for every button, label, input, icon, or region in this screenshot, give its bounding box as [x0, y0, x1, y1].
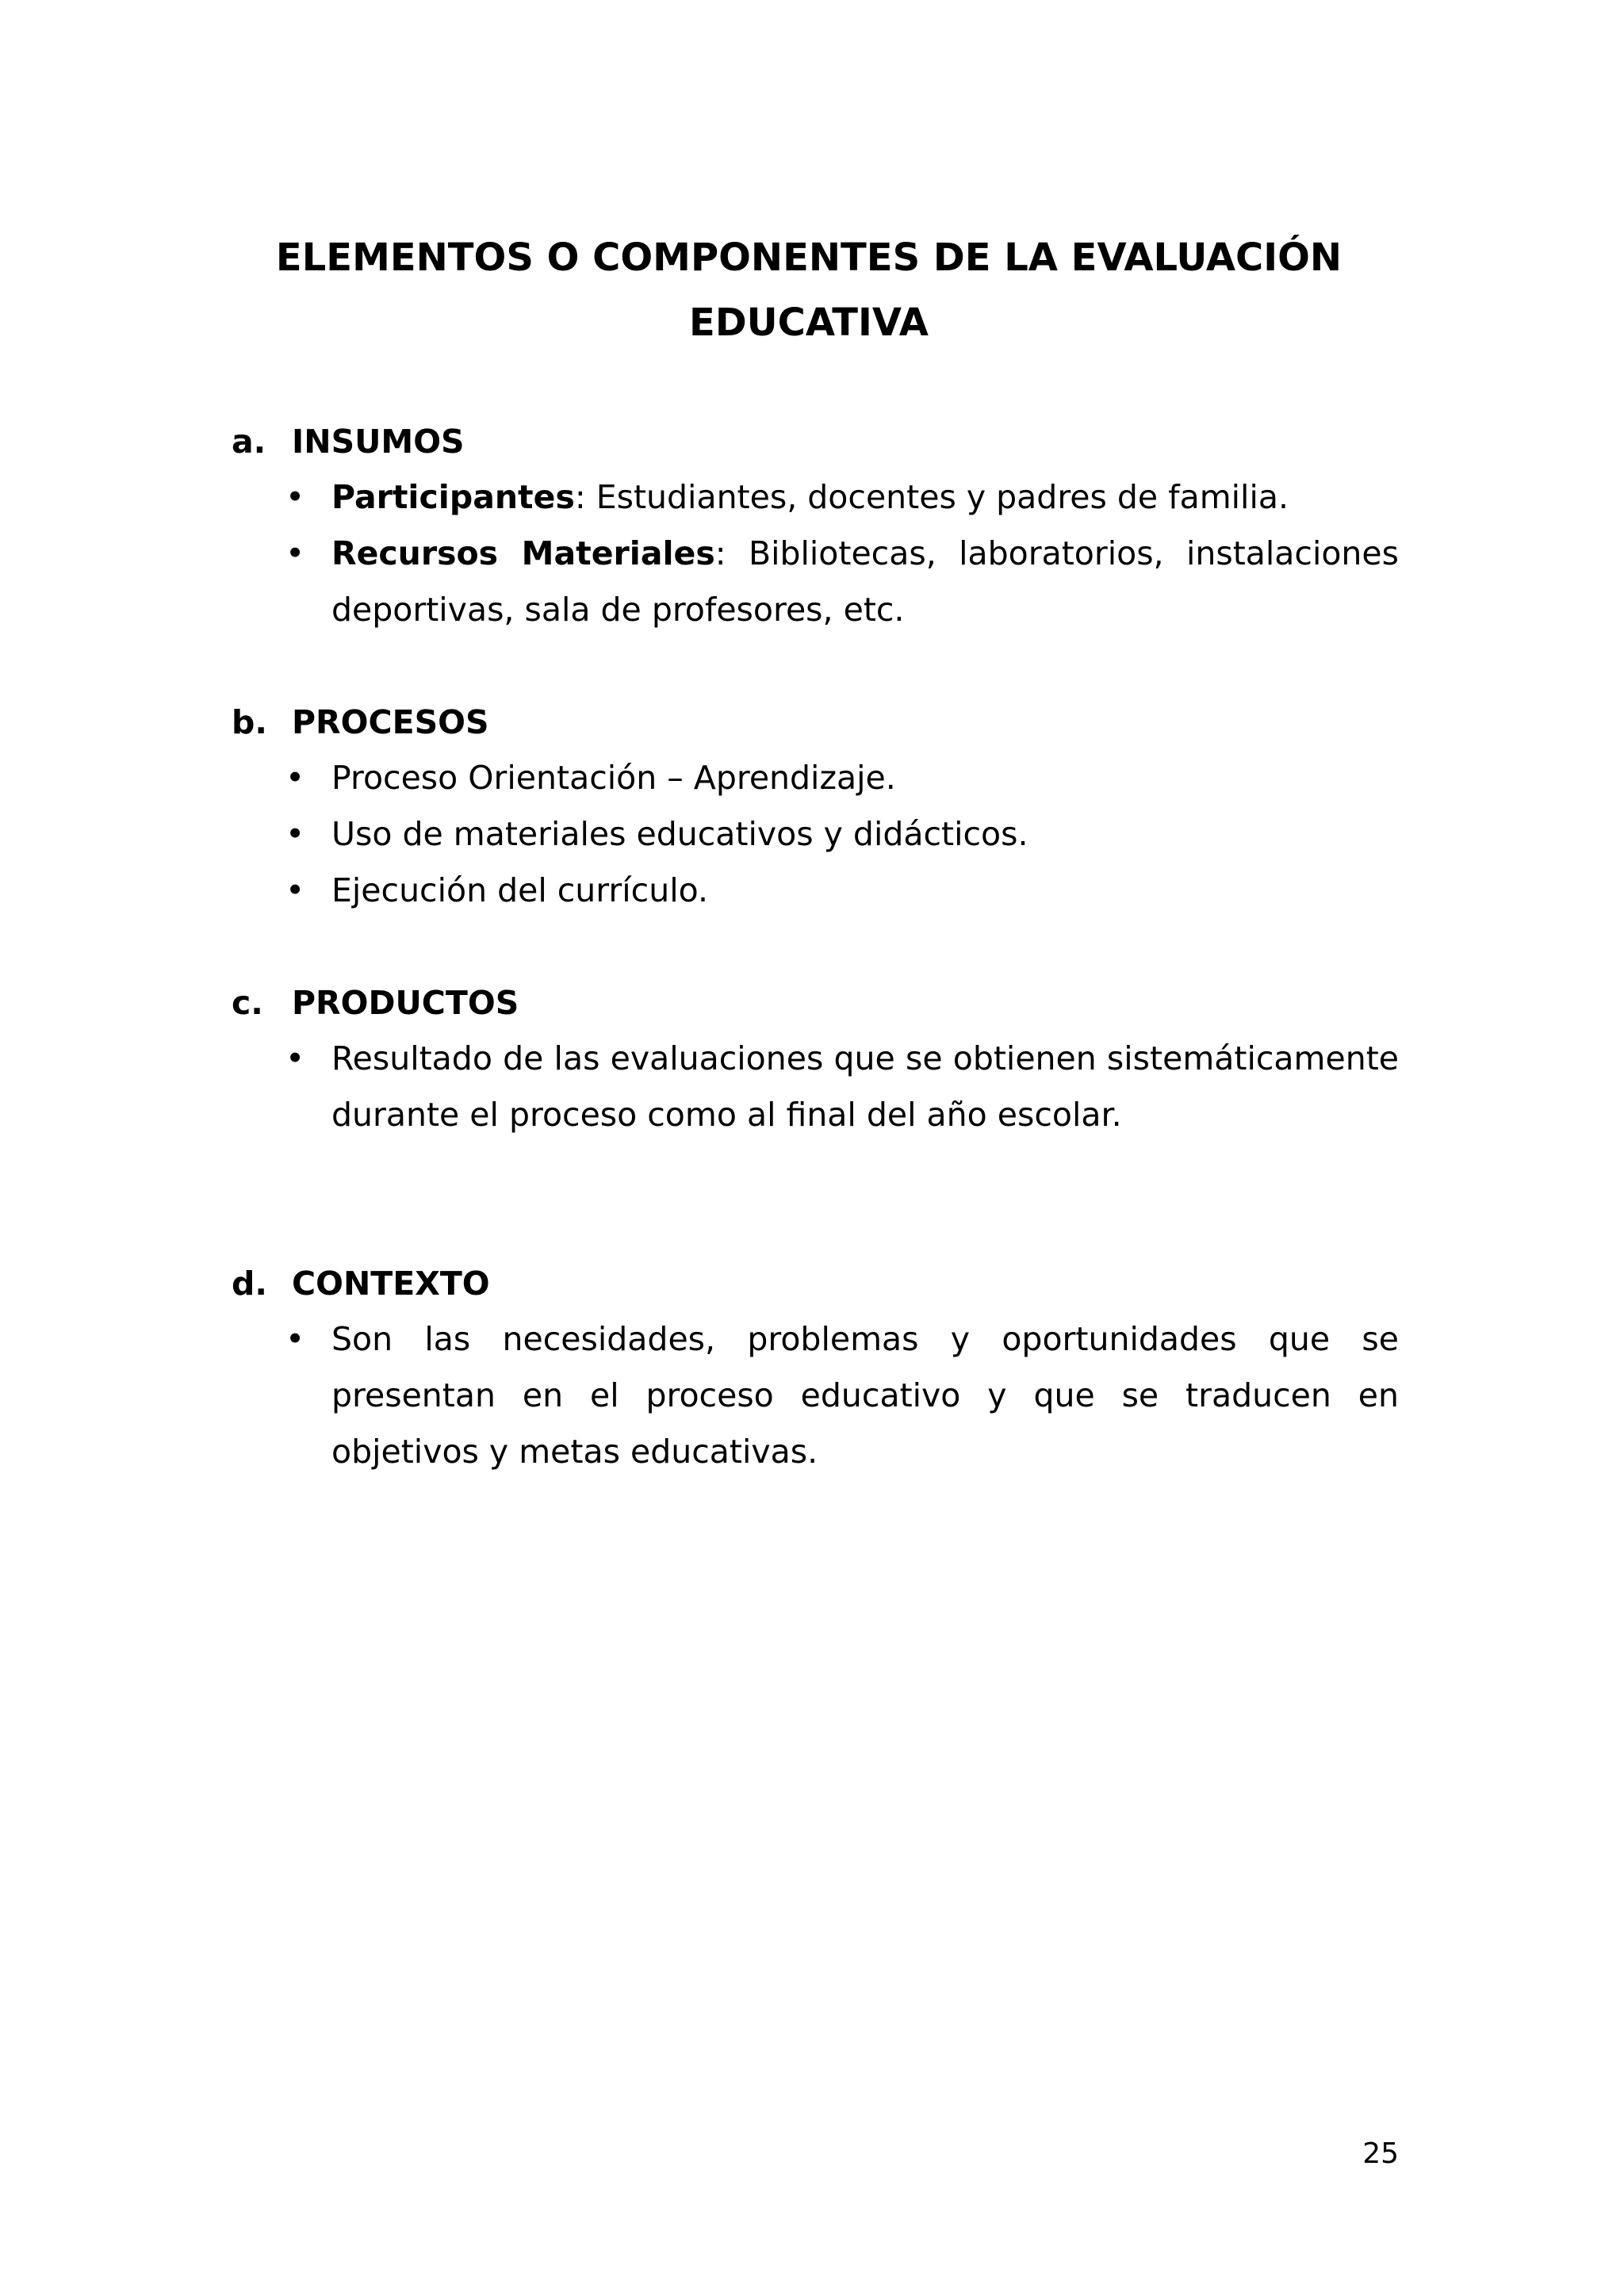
section-title: PRODUCTOS [292, 984, 519, 1022]
page-title-line-1: ELEMENTOS O COMPONENTES DE LA EVALUACIÓN [275, 235, 1342, 280]
section-letter: c. [232, 984, 263, 1022]
list-item [232, 1311, 1399, 1480]
item-text: Ejecución del currículo. [331, 871, 708, 909]
section-productos [232, 975, 1399, 1143]
bullet-list [232, 1031, 1399, 1143]
bullet-list [232, 469, 1399, 638]
item-text: : Estudiantes, docentes y padres de familia. [574, 478, 1289, 516]
bullet-icon: • [285, 1320, 305, 1358]
section-title: PROCESOS [292, 703, 489, 741]
item-term: Participantes [331, 478, 575, 516]
list-item [232, 806, 1399, 863]
item-text: Resultado de las evaluaciones que se obtienen sistemáticamente durante el proceso como al final del año escolar. [331, 1039, 1399, 1134]
page-title-line-2: EDUCATIVA [689, 300, 929, 345]
section-contexto [232, 1256, 1399, 1480]
list-item [232, 1031, 1399, 1143]
item-text: : Bibliotecas, laboratorios, instalaciones deportivas, sala de profesores, etc. [331, 534, 1400, 629]
bullet-icon: • [285, 759, 305, 797]
item-text: Uso de materiales educativos y didácticos. [331, 815, 1028, 853]
item-text: Son las necesidades, problemas y oportunidades que se presentan en el proceso educativo y que se traducen en objetivos y metas educativas. [331, 1320, 1399, 1471]
bullet-list [232, 1311, 1399, 1480]
bullet-icon: • [285, 871, 305, 909]
list-item [232, 863, 1399, 919]
section-title: INSUMOS [292, 423, 465, 461]
list-item [232, 469, 1399, 526]
list-item [232, 750, 1399, 806]
section-heading [232, 975, 1399, 1031]
section-letter: a. [232, 423, 266, 461]
section-letter: b. [232, 703, 267, 741]
bullet-icon: • [285, 478, 305, 516]
section-procesos [232, 695, 1399, 919]
bullet-icon: • [285, 1039, 305, 1077]
section-letter: d. [232, 1265, 267, 1303]
bullet-icon: • [285, 815, 305, 853]
bullet-icon: • [285, 534, 305, 572]
page-number: 25 [1362, 2137, 1399, 2170]
page-title [230, 225, 1388, 355]
item-term: Recursos Materiales [331, 534, 715, 572]
section-insumos [232, 414, 1399, 638]
section-title: CONTEXTO [292, 1265, 490, 1303]
section-heading [232, 414, 1399, 469]
section-heading [232, 695, 1399, 750]
section-heading [232, 1256, 1399, 1311]
bullet-list [232, 750, 1399, 919]
item-text: Proceso Orientación – Aprendizaje. [331, 759, 896, 797]
list-item [232, 526, 1399, 638]
